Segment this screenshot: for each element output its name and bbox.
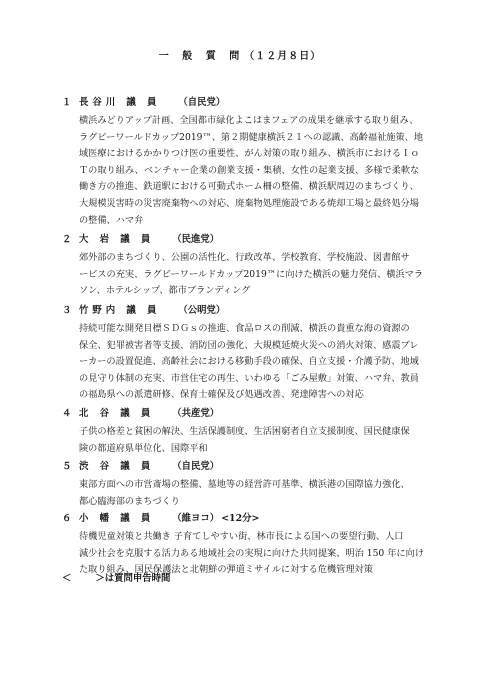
- section-heading: [62, 96, 434, 110]
- question-section-6: [62, 512, 434, 579]
- body-line: 郊外部のまちづくり、公園の活性化、行政改革、学校教育、学校施設、図書館サ: [79, 252, 410, 263]
- member-name: 長谷川 議 員: [79, 97, 161, 108]
- body-line: 保全、犯罪被害者等支援、消防団の強化、大規模延焼火災への消火対策、感震ブレ: [79, 339, 419, 351]
- section-heading: [62, 460, 434, 474]
- section-body: [79, 477, 434, 510]
- body-line: 働き方の推進、鉄道駅における可動式ホーム柵の整備、横浜駅周辺のまちづくり、: [79, 181, 419, 193]
- body-line: 子供の格差と貧困の解決、生活保護制度、生活困窮者自立支援制度、国民健康保: [79, 426, 410, 437]
- title-date: （１２月８日）: [244, 51, 322, 62]
- body-line: の福島県への派遣研修、保育士確保及び処遇改善、発達障害への対応: [79, 389, 364, 401]
- body-line: 横浜みどりアップ計画、全国都市緑化よこはまフェアの成果を継承する取り組み、: [79, 115, 419, 126]
- party-name: （自民党）: [172, 461, 220, 472]
- body-line: 大規模災害時の災害廃棄物への対応、廃棄物処理施設である焼却工場と最終処分場: [79, 197, 419, 209]
- title-main: 一 般 質 問: [158, 51, 245, 62]
- footnote-open: ＜: [62, 573, 72, 584]
- body-line: 東部方面への市営斎場の整備、墓地等の経営許可基準、横浜港の国際協力強化、: [79, 479, 410, 490]
- question-time: <12分>: [221, 513, 260, 524]
- footnote-text: ＞は質問申告時間: [95, 573, 171, 584]
- section-body: [79, 113, 434, 229]
- question-section-3: [62, 304, 434, 404]
- party-name: （公明党）: [178, 305, 226, 316]
- section-heading: [62, 407, 434, 421]
- body-line: ービスの充実、ラグビーワールドカップ2019™に向けた横浜の魅力発信、横浜マラ: [79, 268, 424, 280]
- member-name: 竹野内 議 員: [79, 305, 161, 316]
- body-line: 域医療におけるかかりつけ医の重要性、がん対策の取り組み、横浜市におけるＩｏ: [79, 148, 420, 160]
- question-section-1: [62, 96, 434, 229]
- section-body: [79, 321, 434, 404]
- body-line: の見守り体制の充実、市営住宅の再生、いわゆる「ごみ屋敷」対策、ハマ弁、教員: [79, 372, 419, 384]
- section-number: １: [62, 97, 72, 108]
- question-section-2: [62, 233, 434, 300]
- party-name: （自民党）: [178, 97, 226, 108]
- body-line: 減少社会を克服する活力ある地域社会の実現に向けた共同提案、明治 150 年に向け: [79, 547, 424, 559]
- section-body: [79, 424, 434, 457]
- body-line: ソン、ホテルシップ、都市ブランディング: [79, 285, 251, 297]
- body-line: 待機児童対策と共働き 子育てしやすい街、林市長による国への要望行動、人口: [79, 531, 404, 542]
- page-title: [0, 47, 480, 62]
- member-name: 小 幡 議 員: [79, 513, 155, 524]
- party-name: （維ヨコ）: [172, 513, 220, 524]
- body-line: ラグビーワールドカップ2019™、第２期健康横浜２１への認識、高齢福祉施策、地: [79, 131, 424, 143]
- party-name: （民進党）: [172, 234, 220, 245]
- body-line: ーカーの設置促進、高齢社会における移動手段の確保、自立支援・介護予防、地域: [79, 356, 419, 368]
- body-line: の整備、ハマ弁: [79, 214, 144, 226]
- section-heading: [62, 304, 434, 318]
- body-line: 持続可能な開発目標ＳＤＧｓの推進、食品ロスの削減、横浜の貴重な海の資源の: [79, 323, 410, 334]
- party-name: （共産党）: [172, 408, 220, 419]
- section-heading: [62, 233, 434, 247]
- section-number: ２: [62, 234, 72, 245]
- section-number: ６: [62, 513, 72, 524]
- body-line: 険の都道府県単位化、国際平和: [79, 442, 208, 454]
- body-line: Ｔの取り組み、ベンチャー企業の創業支援・集積、女性の起業支援、多様で柔軟な: [79, 164, 420, 176]
- body-line: た取り組み、国民保護法と北朝鮮の弾道ミサイルに対する危機管理対策: [79, 564, 373, 576]
- member-name: 北 谷 議 員: [79, 408, 155, 419]
- question-section-4: [62, 407, 434, 457]
- section-body: [79, 250, 434, 300]
- section-number: ３: [62, 305, 72, 316]
- body-line: 都心臨海部のまちづくり: [79, 495, 180, 507]
- section-heading: [62, 512, 434, 526]
- member-name: 大 岩 議 員: [79, 234, 155, 245]
- section-number: ４: [62, 408, 72, 419]
- question-section-5: [62, 460, 434, 510]
- member-name: 渋 谷 議 員: [79, 461, 155, 472]
- footnote: [62, 570, 170, 584]
- section-number: ５: [62, 461, 72, 472]
